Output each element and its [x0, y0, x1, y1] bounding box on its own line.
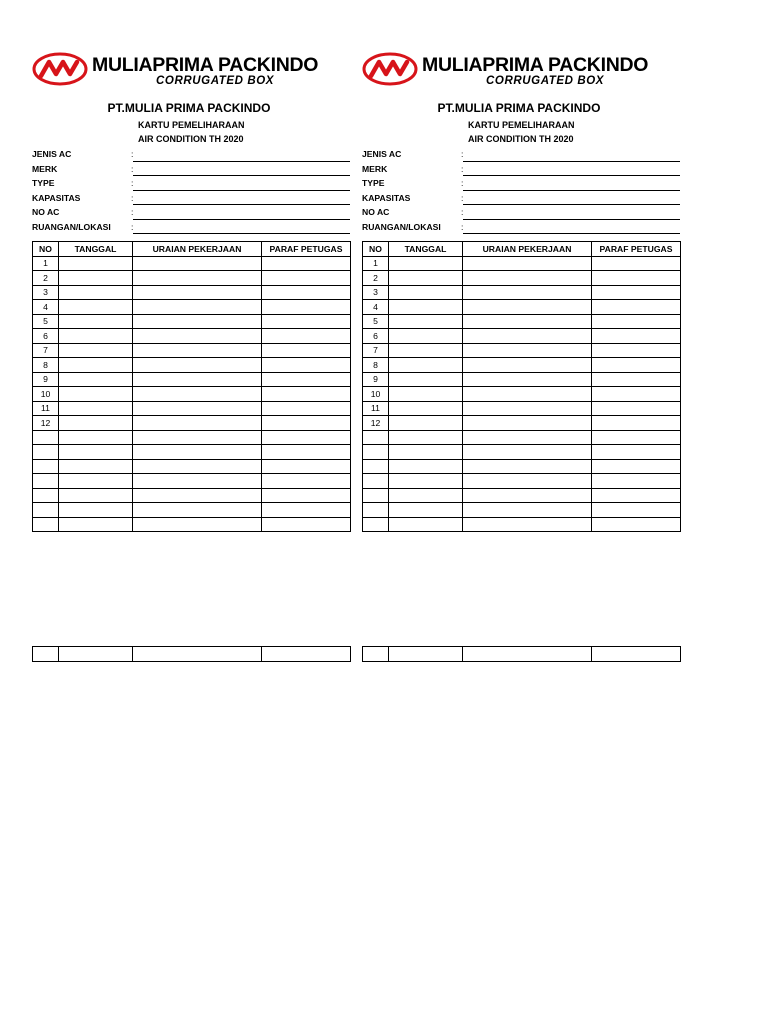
date-cell[interactable]	[389, 329, 463, 344]
info-row	[362, 176, 680, 191]
info-label: TYPE	[362, 178, 385, 188]
info-colon: :	[131, 192, 134, 203]
signature-cell[interactable]	[262, 430, 351, 445]
row-number: 12	[363, 416, 389, 431]
info-label: RUANGAN/LOKASI	[362, 221, 441, 232]
info-colon: :	[131, 207, 134, 217]
work-description-cell[interactable]	[463, 387, 592, 402]
company-title: PT.MULIA PRIMA PACKINDO	[437, 101, 601, 115]
card-subtitle: KARTU PEMELIHARAAN	[468, 120, 575, 130]
info-label: MERK	[362, 163, 388, 174]
date-cell[interactable]	[389, 300, 463, 315]
signature-cell[interactable]	[592, 329, 681, 344]
work-description-cell[interactable]	[133, 343, 262, 358]
signature-cell[interactable]	[592, 256, 681, 271]
info-colon: :	[131, 163, 134, 174]
row-number: 11	[363, 401, 389, 416]
date-cell[interactable]	[389, 474, 463, 489]
work-description-cell[interactable]	[133, 445, 262, 460]
logo-wordmark: MULIAPRIMA PACKINDO	[92, 54, 319, 76]
table-row	[363, 358, 681, 373]
signature-cell[interactable]	[592, 314, 681, 329]
date-cell[interactable]	[59, 314, 133, 329]
table-row	[363, 503, 681, 518]
row-number: 6	[363, 329, 389, 344]
table-row	[363, 459, 681, 474]
signature-cell[interactable]	[262, 387, 351, 402]
footer-row	[33, 647, 351, 662]
work-description-cell[interactable]	[133, 285, 262, 300]
footer-row	[363, 647, 681, 662]
row-number	[363, 474, 389, 489]
maintenance-log-table	[362, 241, 681, 532]
info-row	[32, 220, 350, 235]
info-row	[32, 191, 350, 206]
footer-row-table	[362, 646, 681, 662]
signature-cell[interactable]	[592, 416, 681, 431]
work-description-cell[interactable]	[133, 358, 262, 373]
row-number: 8	[363, 358, 389, 373]
info-label: RUANGAN/LOKASI	[32, 221, 111, 232]
info-fields	[362, 147, 680, 234]
work-description-cell[interactable]	[133, 474, 262, 489]
signature-cell[interactable]	[592, 300, 681, 315]
table-row	[33, 358, 351, 373]
company-title: PT.MULIA PRIMA PACKINDO	[107, 101, 271, 115]
signature-cell[interactable]	[592, 459, 681, 474]
table-row	[33, 387, 351, 402]
row-number: 2	[33, 271, 59, 286]
info-colon: :	[131, 149, 134, 159]
footer-row-table	[32, 646, 351, 662]
date-cell[interactable]	[59, 459, 133, 474]
date-cell[interactable]	[59, 401, 133, 416]
row-number: 5	[33, 314, 59, 329]
footer-cell[interactable]	[33, 647, 59, 662]
table-header-row	[363, 242, 681, 257]
signature-cell[interactable]	[262, 459, 351, 474]
signature-cell[interactable]	[262, 271, 351, 286]
signature-cell[interactable]	[262, 503, 351, 518]
info-row	[362, 205, 680, 220]
info-label: KAPASITAS	[362, 192, 411, 203]
footer-cell[interactable]	[389, 647, 463, 662]
work-description-cell[interactable]	[463, 372, 592, 387]
date-cell[interactable]	[59, 358, 133, 373]
row-number	[363, 488, 389, 503]
table-row	[363, 445, 681, 460]
card-subtitle: KARTU PEMELIHARAAN	[138, 120, 245, 130]
column-header: PARAF PETUGAS	[592, 242, 681, 257]
date-cell[interactable]	[389, 314, 463, 329]
date-cell[interactable]	[59, 300, 133, 315]
signature-cell[interactable]	[262, 285, 351, 300]
row-number	[363, 503, 389, 518]
work-description-cell[interactable]	[463, 271, 592, 286]
date-cell[interactable]	[59, 256, 133, 271]
info-colon: :	[461, 149, 464, 159]
info-row	[32, 176, 350, 191]
row-number: 3	[33, 285, 59, 300]
work-description-cell[interactable]	[133, 314, 262, 329]
logo-emblem-icon	[32, 52, 88, 86]
column-header: URAIAN PEKERJAAN	[463, 242, 592, 257]
info-row	[362, 220, 680, 235]
column-header: PARAF PETUGAS	[262, 242, 351, 257]
info-colon: :	[461, 178, 464, 188]
footer-cell[interactable]	[363, 647, 389, 662]
table-row	[363, 416, 681, 431]
table-row	[363, 474, 681, 489]
row-number	[33, 503, 59, 518]
info-fill-line[interactable]	[133, 233, 350, 234]
signature-cell[interactable]	[592, 271, 681, 286]
work-description-cell[interactable]	[463, 445, 592, 460]
info-label: NO AC	[362, 207, 390, 217]
date-cell[interactable]	[59, 285, 133, 300]
table-row	[363, 300, 681, 315]
work-description-cell[interactable]	[133, 459, 262, 474]
signature-cell[interactable]	[262, 314, 351, 329]
row-number	[33, 474, 59, 489]
date-cell[interactable]	[59, 517, 133, 532]
signature-cell[interactable]	[592, 503, 681, 518]
date-cell[interactable]	[389, 285, 463, 300]
work-description-cell[interactable]	[463, 314, 592, 329]
table-row	[363, 271, 681, 286]
date-cell[interactable]	[59, 488, 133, 503]
row-number	[33, 517, 59, 532]
column-header: TANGGAL	[59, 242, 133, 257]
signature-cell[interactable]	[592, 430, 681, 445]
table-row	[33, 488, 351, 503]
signature-cell[interactable]	[262, 372, 351, 387]
info-label: NO AC	[32, 207, 60, 217]
row-number	[33, 459, 59, 474]
table-row	[33, 372, 351, 387]
info-fields	[32, 147, 350, 234]
date-cell[interactable]	[389, 445, 463, 460]
work-description-cell[interactable]	[133, 300, 262, 315]
row-number: 1	[363, 256, 389, 271]
date-cell[interactable]	[389, 358, 463, 373]
table-row	[363, 314, 681, 329]
info-colon: :	[461, 163, 464, 174]
info-label: JENIS AC	[32, 149, 72, 159]
table-row	[363, 517, 681, 532]
row-number: 11	[33, 401, 59, 416]
table-row	[33, 503, 351, 518]
row-number: 6	[33, 329, 59, 344]
work-description-cell[interactable]	[463, 256, 592, 271]
work-description-cell[interactable]	[133, 430, 262, 445]
info-label: MERK	[32, 163, 58, 174]
work-description-cell[interactable]	[133, 387, 262, 402]
signature-cell[interactable]	[262, 474, 351, 489]
work-description-cell[interactable]	[463, 285, 592, 300]
row-number	[33, 445, 59, 460]
date-cell[interactable]	[389, 401, 463, 416]
row-number	[363, 445, 389, 460]
info-label: JENIS AC	[362, 149, 402, 159]
signature-cell[interactable]	[592, 488, 681, 503]
signature-cell[interactable]	[592, 387, 681, 402]
column-header: URAIAN PEKERJAAN	[133, 242, 262, 257]
row-number: 9	[363, 372, 389, 387]
work-description-cell[interactable]	[133, 503, 262, 518]
footer-cell[interactable]	[463, 647, 592, 662]
date-cell[interactable]	[389, 271, 463, 286]
signature-cell[interactable]	[262, 343, 351, 358]
signature-cell[interactable]	[262, 488, 351, 503]
signature-cell[interactable]	[592, 401, 681, 416]
table-row	[33, 343, 351, 358]
table-row	[33, 256, 351, 271]
row-number: 4	[33, 300, 59, 315]
logo-tagline: CORRUGATED BOX	[156, 75, 275, 87]
info-row	[32, 162, 350, 177]
footer-cell[interactable]	[262, 647, 351, 662]
date-cell[interactable]	[59, 387, 133, 402]
signature-cell[interactable]	[262, 445, 351, 460]
work-description-cell[interactable]	[133, 488, 262, 503]
footer-cell[interactable]	[59, 647, 133, 662]
info-colon: :	[461, 207, 464, 217]
work-description-cell[interactable]	[463, 517, 592, 532]
signature-cell[interactable]	[592, 343, 681, 358]
info-colon: :	[461, 221, 464, 232]
table-row	[33, 445, 351, 460]
row-number: 8	[33, 358, 59, 373]
row-number	[33, 488, 59, 503]
work-description-cell[interactable]	[133, 372, 262, 387]
row-number: 10	[363, 387, 389, 402]
table-row	[33, 459, 351, 474]
row-number: 12	[33, 416, 59, 431]
table-row	[33, 300, 351, 315]
signature-cell[interactable]	[262, 329, 351, 344]
column-header: NO	[363, 242, 389, 257]
company-logo	[32, 48, 342, 92]
work-description-cell[interactable]	[133, 329, 262, 344]
work-description-cell[interactable]	[463, 329, 592, 344]
signature-cell[interactable]	[262, 300, 351, 315]
row-number	[363, 517, 389, 532]
table-row	[33, 401, 351, 416]
work-description-cell[interactable]	[463, 300, 592, 315]
company-logo	[362, 48, 672, 92]
info-row	[32, 147, 350, 162]
work-description-cell[interactable]	[463, 401, 592, 416]
date-cell[interactable]	[59, 271, 133, 286]
work-description-cell[interactable]	[463, 488, 592, 503]
table-row	[33, 329, 351, 344]
row-number	[363, 459, 389, 474]
row-number: 9	[33, 372, 59, 387]
row-number: 4	[363, 300, 389, 315]
signature-cell[interactable]	[592, 517, 681, 532]
info-row	[362, 147, 680, 162]
card-year-subtitle: AIR CONDITION TH 2020	[468, 134, 574, 144]
date-cell[interactable]	[389, 488, 463, 503]
table-header-row	[33, 242, 351, 257]
signature-cell[interactable]	[262, 517, 351, 532]
date-cell[interactable]	[389, 503, 463, 518]
work-description-cell[interactable]	[463, 430, 592, 445]
date-cell[interactable]	[59, 329, 133, 344]
date-cell[interactable]	[389, 517, 463, 532]
date-cell[interactable]	[59, 372, 133, 387]
info-colon: :	[131, 221, 134, 232]
date-cell[interactable]	[389, 416, 463, 431]
table-row	[33, 285, 351, 300]
signature-cell[interactable]	[262, 358, 351, 373]
column-header: NO	[33, 242, 59, 257]
info-colon: :	[131, 178, 134, 188]
table-row	[363, 256, 681, 271]
work-description-cell[interactable]	[463, 459, 592, 474]
work-description-cell[interactable]	[463, 343, 592, 358]
table-row	[363, 372, 681, 387]
info-colon: :	[461, 192, 464, 203]
info-row	[362, 162, 680, 177]
table-row	[33, 271, 351, 286]
date-cell[interactable]	[389, 372, 463, 387]
table-row	[33, 474, 351, 489]
row-number: 7	[33, 343, 59, 358]
row-number: 5	[363, 314, 389, 329]
date-cell[interactable]	[389, 343, 463, 358]
table-row	[363, 430, 681, 445]
table-row	[363, 285, 681, 300]
row-number: 7	[363, 343, 389, 358]
date-cell[interactable]	[389, 459, 463, 474]
work-description-cell[interactable]	[133, 401, 262, 416]
date-cell[interactable]	[59, 343, 133, 358]
row-number: 2	[363, 271, 389, 286]
table-row	[33, 314, 351, 329]
logo-wordmark: MULIAPRIMA PACKINDO	[422, 54, 649, 76]
date-cell[interactable]	[59, 445, 133, 460]
table-row	[363, 329, 681, 344]
work-description-cell[interactable]	[463, 416, 592, 431]
row-number	[33, 430, 59, 445]
date-cell[interactable]	[389, 256, 463, 271]
signature-cell[interactable]	[262, 256, 351, 271]
work-description-cell[interactable]	[463, 358, 592, 373]
info-fill-line[interactable]	[463, 233, 680, 234]
signature-cell[interactable]	[592, 474, 681, 489]
table-row	[33, 430, 351, 445]
date-cell[interactable]	[389, 430, 463, 445]
signature-cell[interactable]	[262, 416, 351, 431]
footer-cell[interactable]	[133, 647, 262, 662]
info-row	[32, 205, 350, 220]
work-description-cell[interactable]	[463, 474, 592, 489]
signature-cell[interactable]	[592, 372, 681, 387]
work-description-cell[interactable]	[133, 256, 262, 271]
table-row	[363, 401, 681, 416]
table-row	[363, 488, 681, 503]
row-number: 10	[33, 387, 59, 402]
logo-tagline: CORRUGATED BOX	[486, 75, 605, 87]
table-row	[33, 517, 351, 532]
column-header: TANGGAL	[389, 242, 463, 257]
card-year-subtitle: AIR CONDITION TH 2020	[138, 134, 244, 144]
maintenance-log-table	[32, 241, 351, 532]
table-row	[33, 416, 351, 431]
table-row	[363, 343, 681, 358]
date-cell[interactable]	[59, 503, 133, 518]
info-row	[362, 191, 680, 206]
signature-cell[interactable]	[592, 445, 681, 460]
signature-cell[interactable]	[592, 358, 681, 373]
date-cell[interactable]	[389, 387, 463, 402]
work-description-cell[interactable]	[133, 517, 262, 532]
info-label: KAPASITAS	[32, 192, 81, 203]
info-label: TYPE	[32, 178, 55, 188]
footer-cell[interactable]	[592, 647, 681, 662]
date-cell[interactable]	[59, 416, 133, 431]
work-description-cell[interactable]	[133, 271, 262, 286]
logo-emblem-icon	[362, 52, 418, 86]
date-cell[interactable]	[59, 430, 133, 445]
work-description-cell[interactable]	[133, 416, 262, 431]
row-number: 3	[363, 285, 389, 300]
table-row	[363, 387, 681, 402]
work-description-cell[interactable]	[463, 503, 592, 518]
signature-cell[interactable]	[262, 401, 351, 416]
row-number: 1	[33, 256, 59, 271]
date-cell[interactable]	[59, 474, 133, 489]
signature-cell[interactable]	[592, 285, 681, 300]
row-number	[363, 430, 389, 445]
